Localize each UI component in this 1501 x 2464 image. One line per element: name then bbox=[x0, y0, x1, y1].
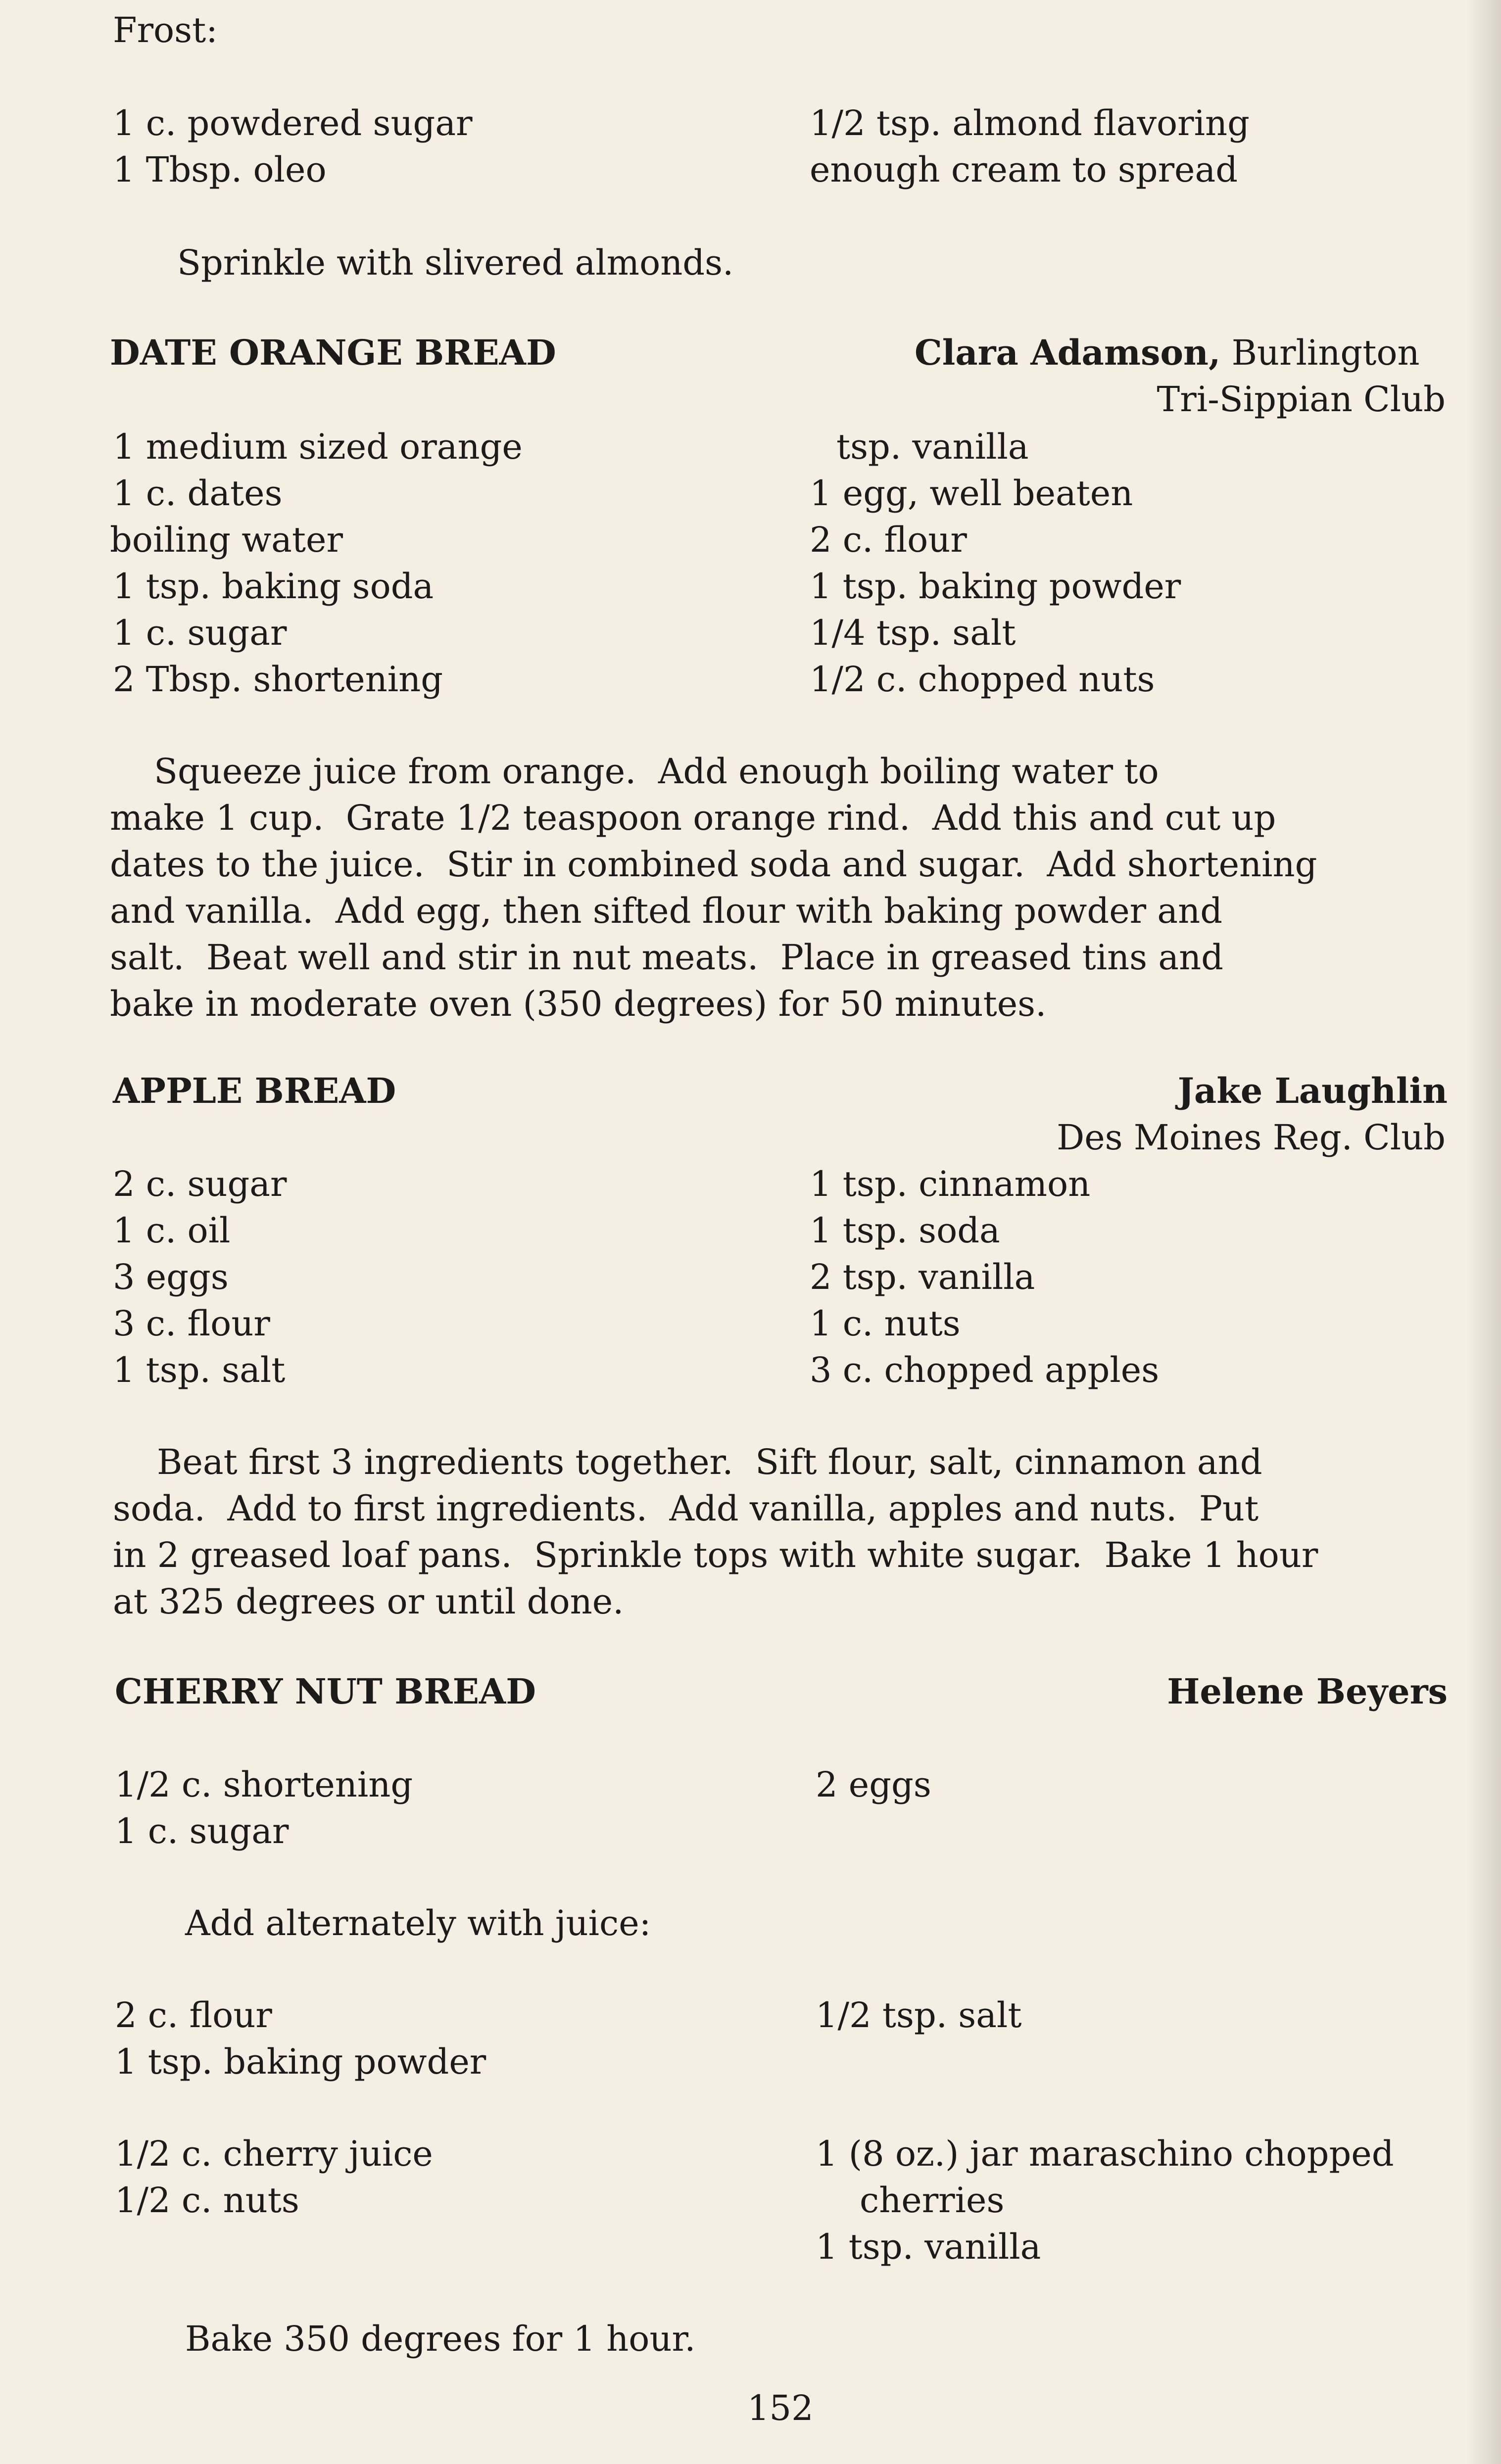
directions-line: Squeeze juice from orange. Add enough boiling water to bbox=[110, 751, 1159, 792]
page-number: 152 bbox=[747, 2388, 814, 2428]
ingredient-right: 1 tsp. cinnamon bbox=[810, 1164, 1091, 1204]
ingredient-right: tsp. vanilla bbox=[836, 426, 1029, 467]
directions-line: soda. Add to first ingredients. Add vanilla, apples and nuts. Put bbox=[113, 1488, 1259, 1529]
ingredient-left: 1 c. powdered sugar bbox=[113, 103, 473, 143]
author-name: Clara Adamson, bbox=[915, 332, 1221, 373]
recipe-title: DATE ORANGE BREAD bbox=[110, 332, 556, 373]
ingredient-right: 1 tsp. vanilla bbox=[816, 2227, 1041, 2267]
directions-line: Beat first 3 ingredients together. Sift flour, salt, cinnamon and bbox=[113, 1442, 1262, 1482]
ingredient-right: 1/4 tsp. salt bbox=[810, 613, 1016, 653]
ingredient-right: enough cream to spread bbox=[810, 149, 1238, 190]
recipe-title: CHERRY NUT BREAD bbox=[115, 1671, 536, 1712]
ingredient-left: 2 Tbsp. shortening bbox=[113, 659, 443, 700]
ingredient-left: 1/2 c. cherry juice bbox=[115, 2133, 433, 2174]
recipe-author bbox=[915, 330, 1420, 376]
ingredient-left: 1/2 c. nuts bbox=[115, 2180, 299, 2221]
directions-line: and vanilla. Add egg, then sifted flour with baking powder and bbox=[110, 891, 1222, 931]
directions-line: in 2 greased loaf pans. Sprinkle tops with white sugar. Bake 1 hour bbox=[113, 1535, 1318, 1575]
ingredient-right: 1/2 tsp. almond flavoring bbox=[810, 103, 1250, 143]
ingredient-left: 2 c. flour bbox=[115, 1995, 272, 2036]
ingredient-right: 2 c. flour bbox=[810, 520, 967, 560]
recipe-title: APPLE BREAD bbox=[113, 1070, 396, 1111]
ingredient-left: 2 c. sugar bbox=[113, 1164, 287, 1204]
ingredient-left: 1 medium sized orange bbox=[113, 426, 523, 467]
ingredient-left: boiling water bbox=[110, 520, 343, 560]
frost-note: Sprinkle with slivered almonds. bbox=[177, 242, 734, 283]
directions-line: make 1 cup. Grate 1/2 teaspoon orange rind. Add this and cut up bbox=[110, 798, 1276, 838]
ingredient-left: 1 tsp. salt bbox=[113, 1350, 286, 1390]
ingredient-left: 1 c. sugar bbox=[113, 613, 287, 653]
ingredient-left: 1 tsp. baking powder bbox=[115, 2041, 486, 2082]
ingredient-right: 3 c. chopped apples bbox=[810, 1350, 1160, 1390]
ingredient-right: cherries bbox=[816, 2180, 1005, 2221]
frost-heading: Frost: bbox=[113, 10, 218, 50]
ingredient-right: 1 tsp. baking powder bbox=[810, 566, 1181, 607]
ingredient-right: 1 tsp. soda bbox=[810, 1210, 1000, 1251]
recipe-author: Jake Laughlin bbox=[1177, 1070, 1448, 1111]
page-gutter-shadow bbox=[1466, 0, 1501, 2464]
directions-line: bake in moderate oven (350 degrees) for 50 minutes. bbox=[110, 984, 1047, 1024]
ingredient-left: 1 c. dates bbox=[113, 473, 283, 514]
ingredient-left: 1/2 c. shortening bbox=[115, 1764, 413, 1805]
ingredient-right: 1/2 tsp. salt bbox=[816, 1995, 1022, 2036]
directions-line: dates to the juice. Stir in combined soda and sugar. Add shortening bbox=[110, 844, 1317, 885]
directions-line: at 325 degrees or until done. bbox=[113, 1581, 624, 1622]
ingredient-right: 1 egg, well beaten bbox=[810, 473, 1133, 514]
recipe-club: Tri-Sippian Club bbox=[1157, 379, 1446, 420]
ingredient-right: 1 (8 oz.) jar maraschino chopped bbox=[816, 2133, 1394, 2174]
directions-line: Bake 350 degrees for 1 hour. bbox=[185, 2319, 696, 2359]
ingredient-right: 2 eggs bbox=[816, 1764, 931, 1805]
ingredient-left: 3 c. flour bbox=[113, 1303, 270, 1344]
recipe-author: Helene Beyers bbox=[1167, 1671, 1448, 1712]
ingredient-left: 3 eggs bbox=[113, 1257, 229, 1297]
ingredient-left: 1 c. sugar bbox=[115, 1811, 289, 1851]
author-town: Burlington bbox=[1220, 332, 1420, 373]
ingredient-right: 1/2 c. chopped nuts bbox=[810, 659, 1155, 700]
directions-line: salt. Beat well and stir in nut meats. Place in greased tins and bbox=[110, 937, 1223, 978]
ingredient-left: 1 Tbsp. oleo bbox=[113, 149, 327, 190]
ingredient-right: 1 c. nuts bbox=[810, 1303, 961, 1344]
alternate-note: Add alternately with juice: bbox=[185, 1903, 651, 1943]
ingredient-left: 1 c. oil bbox=[113, 1210, 231, 1251]
ingredient-left: 1 tsp. baking soda bbox=[113, 566, 434, 607]
ingredient-right: 2 tsp. vanilla bbox=[810, 1257, 1035, 1297]
recipe-club: Des Moines Reg. Club bbox=[1057, 1117, 1446, 1158]
